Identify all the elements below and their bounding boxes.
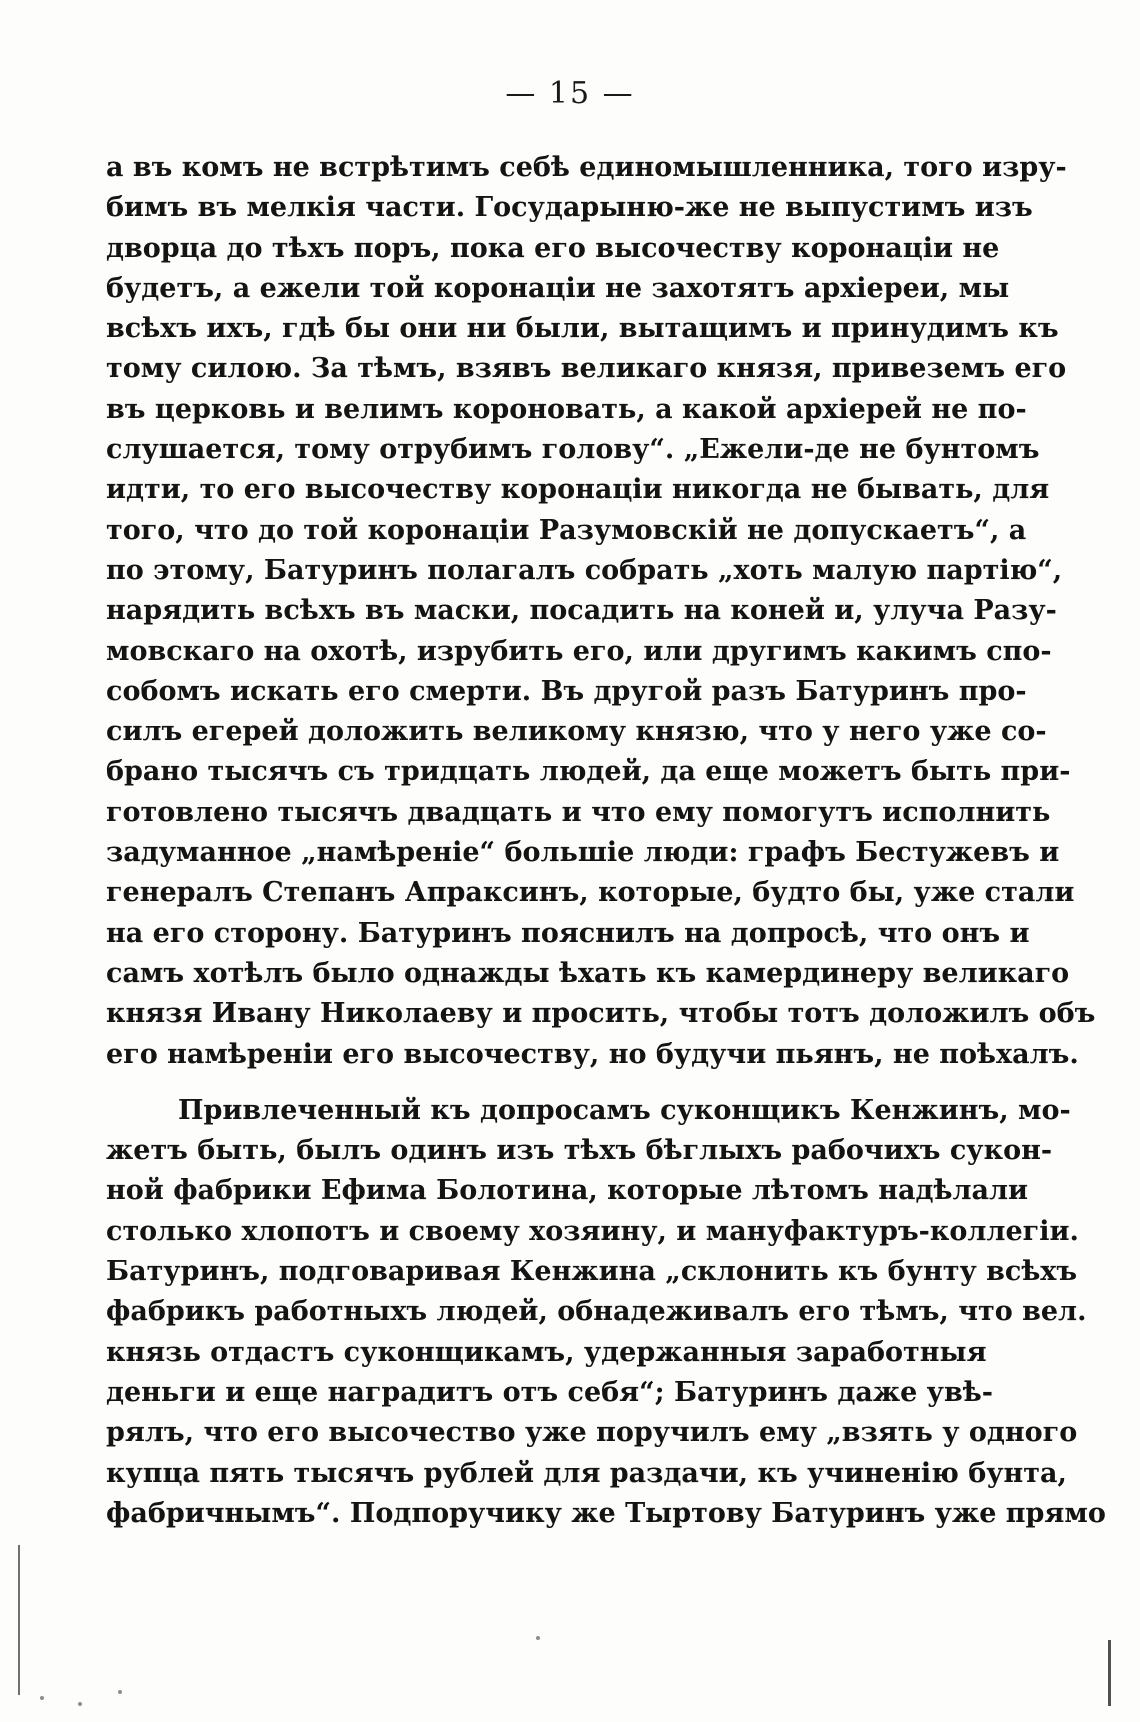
text-line: деньги и еще наградитъ отъ себя“; Батуринъ даже увѣ-: [106, 1376, 993, 1408]
text-line: генералъ Степанъ Апраксинъ, которые, будто бы, уже стали: [106, 877, 1075, 909]
text-line: на его сторону. Батуринъ пояснилъ на допросѣ, что онъ и: [106, 917, 1030, 949]
text-line: фабричнымъ“. Подпоручику же Тыртову Батуринъ уже прямо: [106, 1497, 1106, 1529]
text-line: бимъ въ мелкія части. Государыню-же не выпустимъ изъ: [106, 192, 1033, 224]
text-line: собомъ искать его смерти. Въ другой разъ Батуринъ про-: [106, 675, 1027, 707]
text-line: дворца до тѣхъ поръ, пока его высочеству коронаціи не: [106, 232, 1000, 264]
text-line: тому силою. За тѣмъ, взявъ великаго князя, привеземъ его: [106, 353, 1067, 385]
text-line: князь отдастъ суконщикамъ, удержанныя заработныя: [106, 1336, 987, 1368]
scan-speck: [40, 1696, 44, 1700]
text-line: готовлено тысячъ двадцать и что ему помогутъ исполнить: [106, 796, 1051, 828]
text-line: столько хлопотъ и своему хозяину, и мануфактуръ-коллегіи.: [106, 1215, 1079, 1247]
text-line: по этому, Батуринъ полагалъ собрать „хоть малую партію“,: [106, 554, 1063, 586]
paragraph-gap: [106, 1075, 942, 1091]
scan-speck: [536, 1636, 540, 1640]
text-line: купца пять тысячъ рублей для раздачи, къ учиненію бунта,: [106, 1457, 1067, 1489]
text-line: жетъ быть, былъ одинъ изъ тѣхъ бѣглыхъ рабочихъ сукон-: [106, 1135, 1053, 1167]
scan-speck: [118, 1690, 122, 1694]
paragraph-2: [106, 1091, 1106, 1534]
scan-edge-mark-right: [1108, 1640, 1111, 1706]
text-line: Батуринъ, подговаривая Кенжина „склонить къ бунту всѣхъ: [106, 1256, 1078, 1288]
text-line: идти, то его высочеству коронаціи никогда не бывать, для: [106, 474, 1050, 506]
text-line: а въ комъ не встрѣтимъ себѣ единомышленника, того изру-: [106, 152, 1067, 183]
text-line: будетъ, а ежели той коронаціи не захотятъ архіереи, мы: [106, 272, 1010, 304]
text-line: мовскаго на охотѣ, изрубить его, или другимъ какимъ спо-: [106, 635, 1052, 667]
text-line: фабрикъ работныхъ людей, обнадеживалъ его тѣмъ, что вел.: [106, 1296, 1087, 1328]
text-line: въ церковь и велимъ короновать, а какой архіерей не по-: [106, 393, 1027, 425]
text-line: ной фабрики Ефима Болотина, которые лѣтомъ надѣлали: [106, 1175, 1029, 1207]
text-line: того, что до той коронаціи Разумовскій не допускаетъ“, а: [106, 514, 1027, 546]
text-line: Привлеченный къ допросамъ суконщикъ Кенжинъ, мо-: [178, 1094, 1071, 1126]
text-line: слушается, тому отрубимъ голову“. „Ежели-де не бунтомъ: [106, 434, 1040, 466]
page-number: — 15 —: [505, 76, 635, 111]
text-line: всѣхъ ихъ, гдѣ бы они ни были, вытащимъ и принудимъ къ: [106, 313, 1059, 345]
text-line: его намѣреніи его высочеству, но будучи пьянъ, не поѣхалъ.: [106, 1038, 1079, 1070]
text-line: брано тысячъ съ тридцать людей, да еще можетъ быть при-: [106, 756, 1071, 788]
text-line: нарядить всѣхъ въ маски, посадить на коней и, улуча Разу-: [106, 595, 1057, 627]
text-line: самъ хотѣлъ было однажды ѣхать къ камердинеру великаго: [106, 957, 1070, 989]
text-line: князя Ивану Николаеву и просить, чтобы тотъ доложилъ объ: [106, 998, 1096, 1030]
text-line: рялъ, что его высочество уже поручилъ ему „взять у одного: [106, 1417, 1078, 1449]
body-text: [106, 148, 1106, 1534]
scan-speck: [78, 1702, 82, 1706]
text-line: силъ егерей доложить великому князю, что у него уже со-: [106, 716, 1047, 748]
scan-edge-mark-left: [18, 1545, 20, 1695]
text-line: задуманное „намѣреніе“ большіе люди: графъ Бестужевъ и: [106, 837, 1060, 869]
paragraph-1: [106, 148, 1096, 1075]
